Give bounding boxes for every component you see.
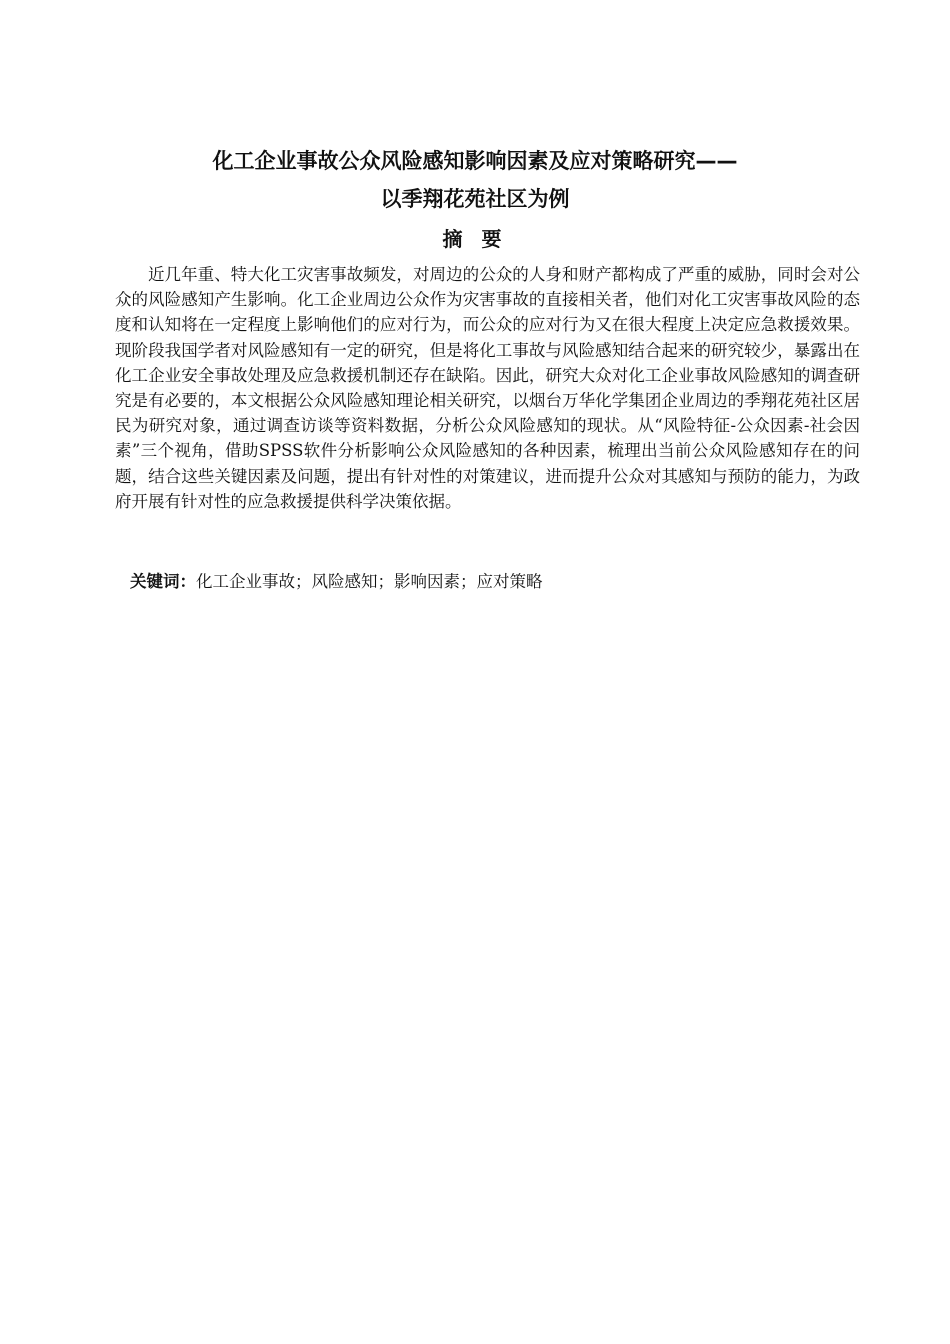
keywords-label: 关键词：: [130, 572, 196, 591]
abstract-body: 近几年重、特大化工灾害事故频发，对周边的公众的人身和财产都构成了严重的威胁，同时会对公众的风险感知产生影响。化工企业周边公众作为灾害事故的直接相关者，他们对化工灾害事故风险的态度和认知将在一定程度上影响他们的应对行为，而公众的应对行为又在很大程度上决定应急救援效果。现阶段我国学者对风险感知有一定的研究，但是将化工事故与风险感知结合起来的研究较少，暴露出在化工企业安全事故处理及应急救援机制还存在缺陷。因此，研究大众对化工企业事故风险感知的调查研究是有必要的，本文根据公众风险感知理论相关研究，以烟台万华化学集团企业周边的季翔花苑社区居民为研究对象，通过调查访谈等资料数据，分析公众风险感知的现状。从“风险特征-公众因素-社会因素”三个视角，借助SPSS软件分析影响公众风险感知的各种因素，梳理出当前公众风险感知存在的问题，结合这些关键因素及问题，提出有针对性的对策建议，进而提升公众对其感知与预防的能力，为政府开展有针对性的应急救援提供科学决策依据。: [115, 265, 860, 511]
keywords-line: [130, 570, 860, 594]
keywords-text: 化工企业事故；风险感知；影响因素；应对策略: [196, 572, 543, 591]
abstract-heading: 摘 要: [442, 227, 508, 251]
title-line-2: 以季翔花苑社区为例: [380, 187, 570, 211]
title-line-1: 化工企业事故公众风险感知影响因素及应对策略研究——: [212, 149, 738, 173]
